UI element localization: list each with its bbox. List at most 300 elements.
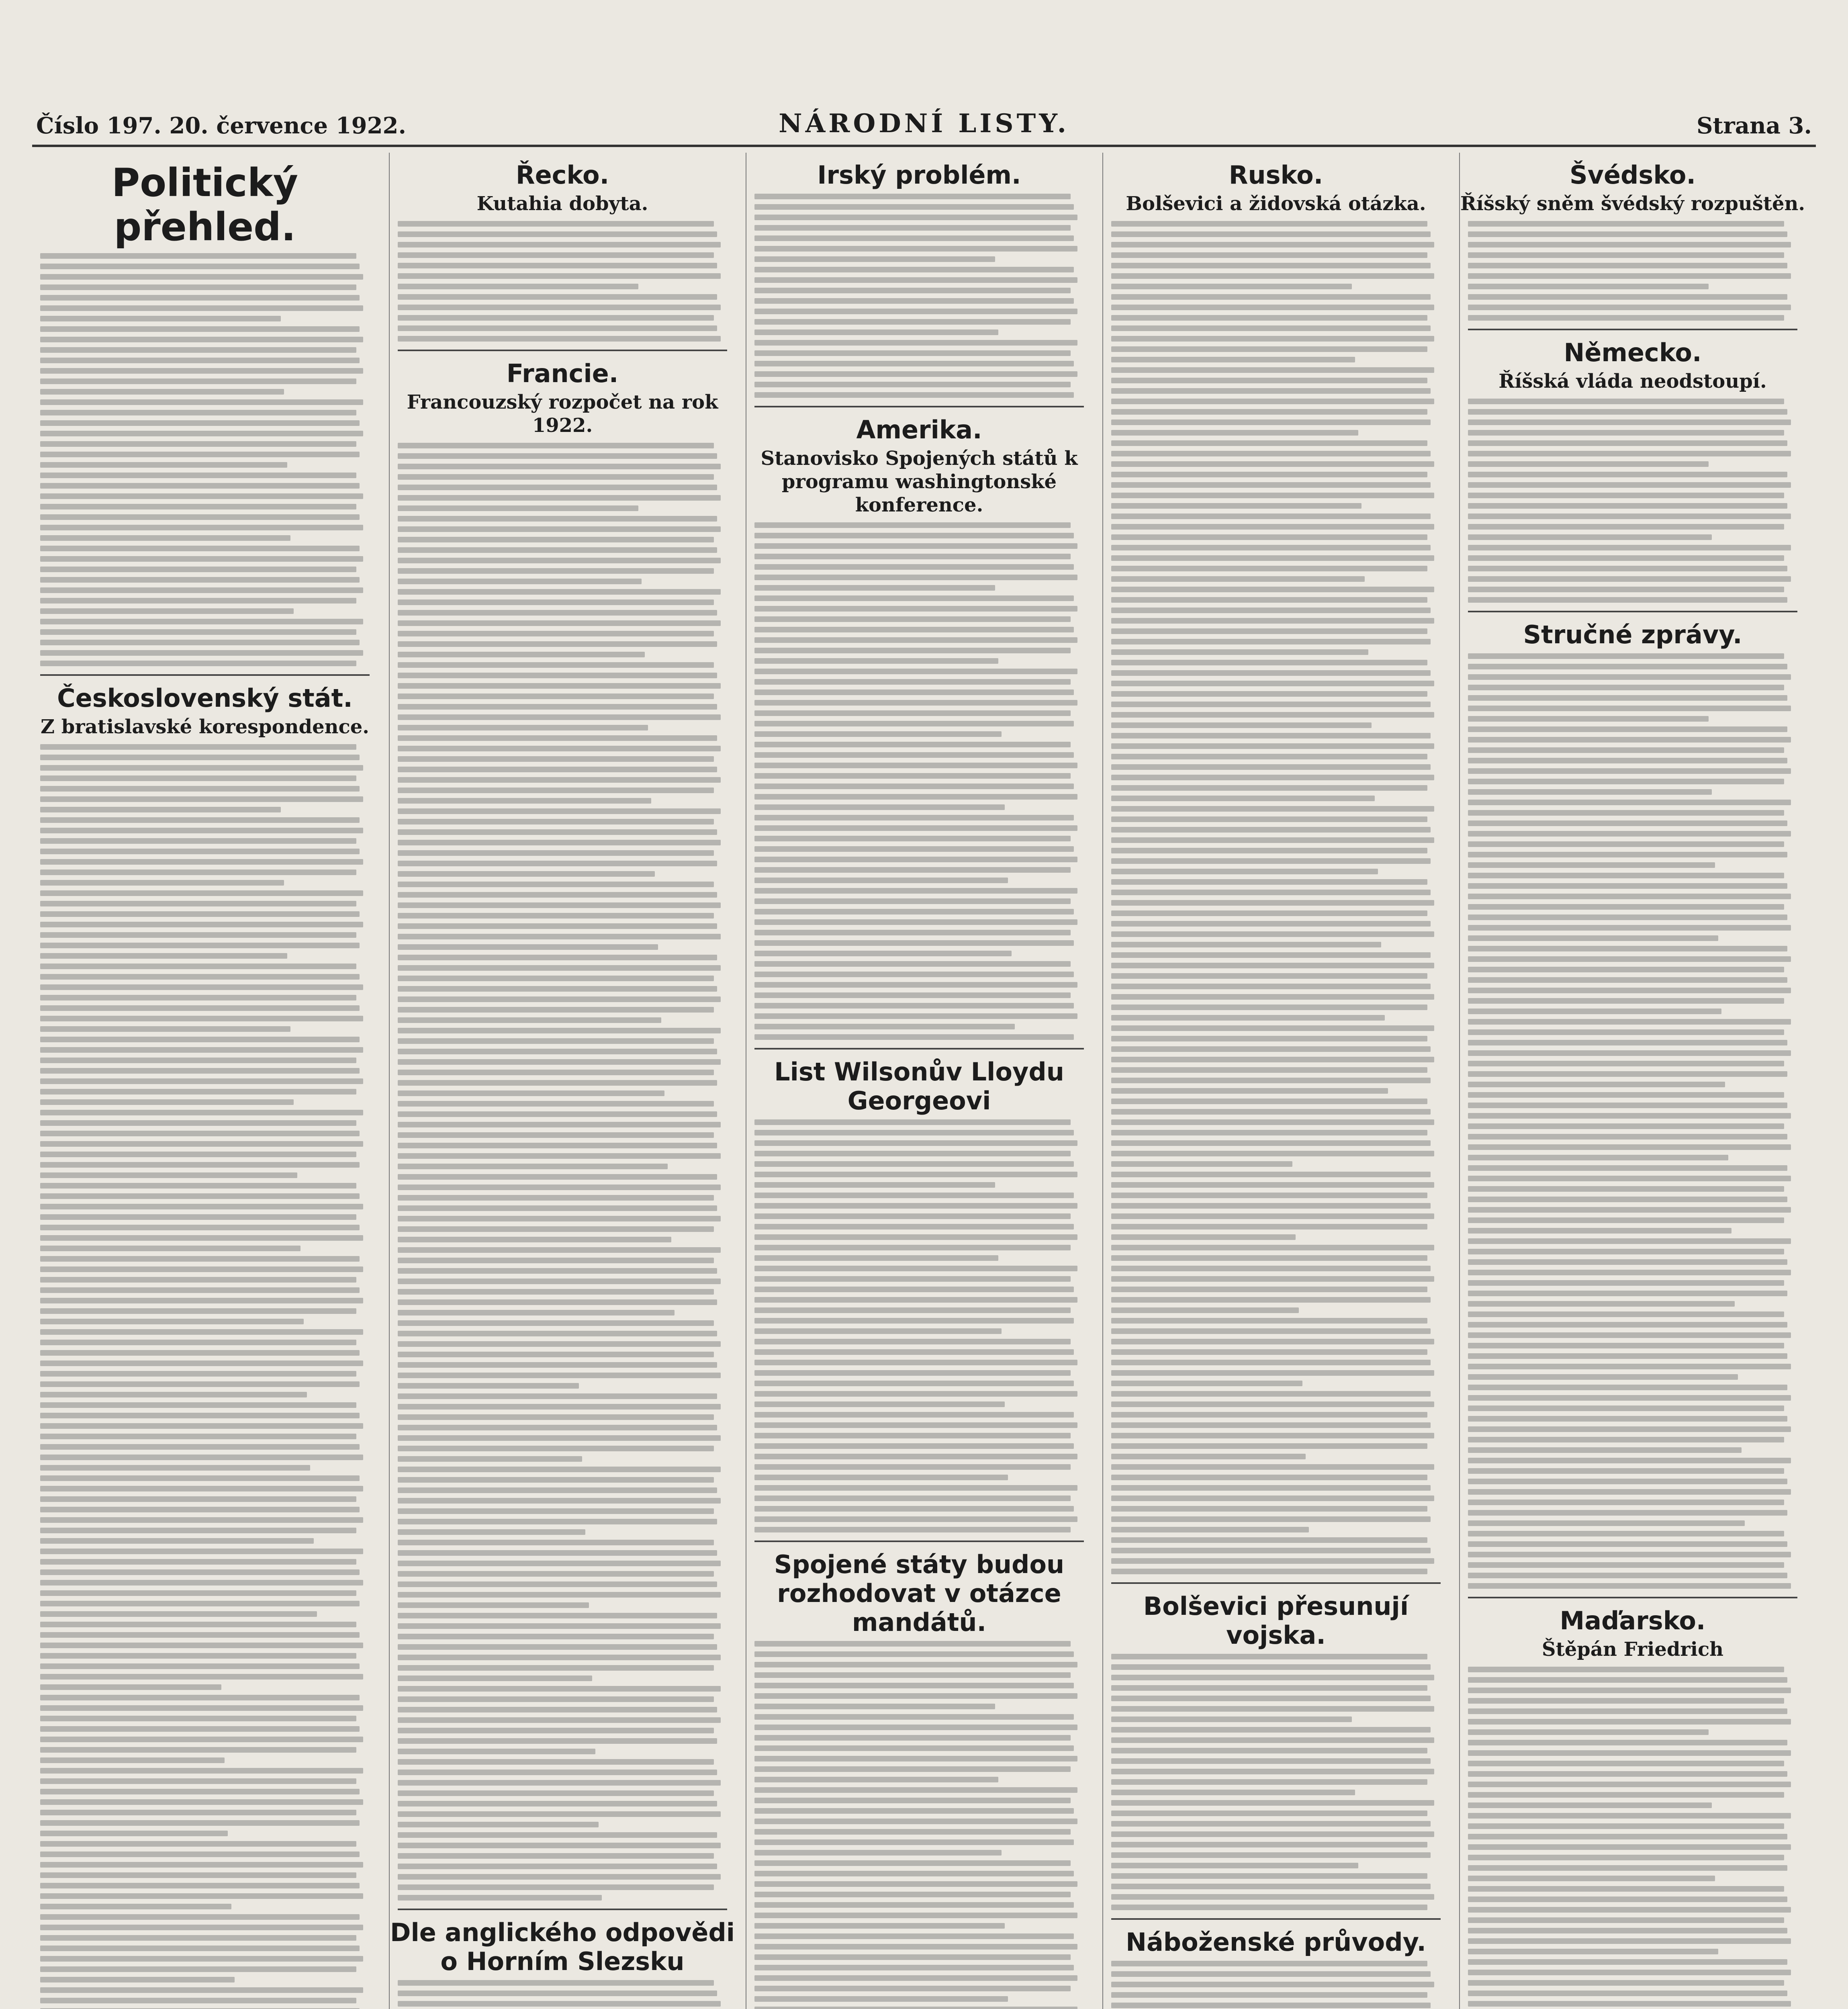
text-line [1468,852,1787,857]
text-line [398,516,717,522]
text-line [398,1895,602,1901]
text-line [754,888,1077,894]
text-line [398,1613,717,1618]
text-line [1111,1015,1385,1021]
text-line [754,1913,1077,1918]
text-line [1111,1779,1427,1785]
text-line [398,1153,721,1159]
text-line [1468,1458,1791,1463]
text-line [754,277,1077,283]
text-line [398,662,714,668]
text-line [1468,810,1784,816]
text-line [40,514,360,520]
text-line [1111,555,1434,561]
text-line [40,629,356,635]
text-line [1111,879,1427,885]
text-line [1111,618,1434,624]
text-line [1111,1716,1352,1722]
text-line [398,1477,714,1483]
article-body [1460,653,1805,1589]
text-line [754,648,1071,653]
text-line [1468,1040,1787,1045]
text-line [1111,1696,1431,1701]
text-line [40,1862,363,1868]
text-line [754,763,1077,768]
text-line [1111,242,1434,248]
section-divider [1468,611,1797,612]
text-line [1111,273,1434,279]
text-line [398,1623,721,1629]
section-subtitle: Štěpán Friedrich [1541,1638,1724,1661]
text-line [1111,1884,1431,1889]
text-line [1111,1360,1431,1365]
text-line [40,1183,356,1189]
text-line [1111,1811,1427,1816]
article-body [746,1119,1092,1532]
text-line [754,194,1071,199]
text-line [398,1205,717,1211]
text-line [754,1923,1005,1929]
article-body [746,1641,1092,2009]
text-line [398,231,717,237]
text-line [40,1580,363,1586]
text-line [754,982,1077,988]
text-line [1468,294,1787,300]
section-divider [1111,1582,1441,1584]
text-line [754,1704,995,1709]
text-line [1111,1234,1296,1240]
text-line [1468,1270,1791,1275]
text-line [1468,1865,1787,1871]
text-line [40,922,363,927]
text-line [40,1402,356,1408]
text-line [1111,1307,1299,1313]
text-line [1468,1123,1784,1129]
text-line [1111,514,1431,519]
text-line [398,1185,721,1190]
text-line [398,1258,714,1263]
text-line [398,284,638,289]
text-line [1111,1025,1434,1031]
text-line [40,1998,356,2003]
text-line [1111,1852,1431,1858]
text-line [1468,977,1787,983]
text-line [1111,1537,1427,1543]
text-line [1468,1991,1787,1996]
text-line [40,1392,307,1397]
text-line [1468,695,1787,701]
text-line [40,1549,363,1554]
text-line [1468,1928,1787,1933]
text-line [1468,242,1791,248]
text-line [1468,1405,1784,1411]
text-line [40,1528,356,1533]
text-line [1111,1245,1434,1250]
text-line [754,1140,1077,1146]
text-line [754,637,1077,643]
text-line [398,1331,717,1336]
text-line [398,1132,714,1138]
text-line [1468,2001,1791,2007]
text-line [40,1360,363,1366]
text-line [754,1255,998,1261]
article-body [390,443,735,1901]
text-line [1111,378,1427,383]
text-line [1468,935,1718,941]
text-line [40,608,294,614]
text-line [1468,263,1787,268]
text-line [1111,984,1431,989]
text-line [40,1016,363,1021]
text-line [398,1320,714,1326]
text-line [40,1872,356,1878]
text-line [1111,1422,1431,1428]
text-line [1468,1437,1784,1442]
text-line [40,598,356,604]
text-line [398,1644,717,1650]
text-line [40,1141,363,1147]
text-line [398,1247,721,1253]
text-line [1111,691,1427,697]
text-line [1468,461,1709,467]
text-line [398,1655,721,1660]
text-line [1468,1573,1787,1578]
text-line [398,1728,714,1733]
section-subtitle: Říšský sněm švédský rozpuštěn. [1460,192,1805,215]
text-line [398,1853,714,1859]
text-line [754,1745,1074,1751]
text-line [754,1683,1074,1688]
text-line [40,1507,360,1512]
text-line [40,556,363,562]
text-line [40,1831,228,1836]
text-line [754,1996,1008,2002]
text-line [398,1561,721,1566]
text-line [398,579,642,584]
text-line [1468,1009,1721,1014]
text-line [754,371,1077,377]
text-line [1468,252,1784,258]
text-line [40,525,363,530]
section-title: Spojené státy budou rozhodovat v otázce mandátů. [774,1550,1065,1637]
text-line [40,1455,363,1460]
text-line [754,992,1071,998]
text-line [398,871,655,877]
section-divider [754,1048,1084,1050]
section-subtitle: Říšská vláda neodstoupí. [1498,370,1767,393]
text-line [1111,1800,1434,1806]
text-line [40,1799,363,1805]
text-line [1468,587,1784,592]
text-line [1111,576,1365,582]
text-line [1111,1790,1355,1795]
text-line [1111,1821,1431,1827]
section-title: Náboženské průvody. [1126,1927,1426,1957]
text-line [1111,858,1431,864]
text-line [398,965,721,971]
text-line [40,1078,363,1084]
text-line [1111,1401,1434,1407]
text-line [1111,2003,1431,2008]
text-line [40,473,356,478]
text-line [40,1444,360,1450]
text-line [754,1850,1002,1856]
text-line [1111,743,1434,749]
text-line [40,953,287,959]
text-line [754,1328,1002,1334]
text-line [754,298,1074,304]
section-title: Francie. [506,359,619,388]
text-line [1111,1203,1431,1209]
text-line [40,1371,356,1377]
text-line [754,1881,1077,1887]
text-line [1111,1339,1434,1344]
text-line [1468,883,1787,889]
text-line [398,599,714,605]
text-line [754,940,1074,946]
text-line [1468,555,1784,561]
text-line [754,804,1005,810]
text-line [40,1590,356,1596]
text-line [40,974,360,980]
section-title: List Wilsonův Lloydu Georgeovi [774,1057,1064,1115]
text-line [1468,231,1787,237]
text-line [40,1893,363,1899]
text-line [398,1508,714,1514]
section-title: Stručné zprávy. [1523,620,1742,649]
text-line [40,1423,363,1429]
text-line [398,1696,714,1702]
text-line [40,1935,356,1941]
section-divider [1468,329,1797,330]
text-line [40,1225,360,1230]
text-line [40,859,363,865]
text-line [1111,346,1427,352]
text-line [1468,1113,1791,1119]
text-line [754,972,1074,977]
text-line [1111,524,1434,530]
text-line [1468,1374,1738,1380]
article-body [32,253,378,666]
text-line [1111,1255,1427,1261]
text-line [1468,894,1791,899]
text-line [398,902,721,908]
text-line [1111,628,1427,634]
text-line [1111,608,1431,613]
text-line [40,305,363,311]
text-line [1111,482,1431,488]
article-body [746,522,1092,1040]
text-line [1111,712,1434,718]
text-line [1111,722,1372,728]
section-subtitle: Francouzský rozpočet na rok 1922. [407,391,718,437]
text-line [754,319,1071,325]
text-line [1468,758,1787,763]
text-line [754,784,1074,789]
text-line [398,892,717,898]
text-line [754,1954,1071,1960]
text-line [754,1475,1008,1480]
text-line [1468,1144,1791,1150]
text-line [1468,664,1787,669]
section-title: Rusko. [1229,160,1323,190]
text-line [1468,716,1709,722]
text-line [1468,1970,1791,1975]
text-line [398,1884,714,1890]
text-line [1111,430,1358,436]
text-line [1468,493,1784,498]
column-4 [1102,153,1449,2009]
text-line [1111,775,1434,780]
text-line [40,1726,360,1732]
text-line [754,1422,1077,1428]
text-line [754,1182,995,1188]
text-line [754,1693,1077,1699]
text-line [1468,1311,1784,1317]
text-line [1468,1886,1784,1892]
text-line [1111,702,1431,707]
text-line [1468,1092,1784,1098]
text-line [1111,1381,1302,1386]
text-line [1111,1516,1431,1522]
text-line [754,689,1074,695]
text-line [40,1653,356,1659]
text-line [398,305,721,310]
text-line [40,337,363,342]
text-line [1111,681,1434,686]
text-line [1468,284,1709,289]
section-divider [1468,1597,1797,1598]
text-line [398,526,721,532]
text-line [40,786,360,792]
text-line [1111,451,1431,456]
text-line [40,1110,363,1115]
text-line [398,495,721,501]
text-line [40,1538,314,1544]
text-line [398,631,714,636]
text-line [1111,1099,1427,1104]
text-line [40,347,356,353]
text-line [1468,1761,1784,1766]
article-body [1103,221,1449,1574]
section-title: Švédsko. [1569,160,1696,190]
text-line [398,1101,714,1107]
text-line [754,204,1074,210]
text-line [1111,1130,1427,1135]
text-line [754,919,1077,925]
text-line [40,274,363,280]
text-line [398,1498,721,1504]
text-line [1111,1067,1427,1073]
text-line [1111,419,1431,425]
text-line [40,640,360,645]
text-line [1111,399,1434,404]
text-line [754,225,1071,231]
text-line [754,215,1077,220]
text-line [398,1749,595,1754]
text-line [754,1287,1074,1292]
text-line [1468,1844,1791,1850]
text-line [398,1352,714,1357]
text-line [1468,221,1784,227]
text-line [754,1245,1071,1250]
section-subtitle: Kutahia dobyta. [476,192,648,215]
text-line [1111,325,1431,331]
text-line [1468,1750,1791,1756]
text-line [754,1933,1074,1939]
text-line [40,1611,317,1617]
text-line [1111,869,1378,874]
section-title: Maďarsko. [1560,1606,1706,1635]
text-line [754,1224,1074,1230]
text-line [1111,1685,1427,1691]
text-line [398,996,721,1002]
text-line [754,329,998,335]
text-line [40,441,356,447]
text-line [754,1725,1077,1730]
text-line [40,1496,356,1502]
text-line [1468,1729,1709,1735]
text-line [398,1581,717,1587]
text-line [398,1770,717,1775]
text-line [1468,1510,1787,1516]
text-line [1468,1468,1784,1474]
text-line [1468,1280,1784,1286]
text-line [398,746,721,751]
text-line [754,1130,1074,1135]
text-line [754,878,1008,883]
text-line [40,1256,360,1262]
text-line [754,731,1002,737]
text-line [1468,1938,1791,1944]
text-line [1468,873,1784,878]
text-line [754,246,1077,252]
text-line [1468,534,1712,540]
text-line [1111,1276,1434,1282]
text-line [1468,789,1712,795]
text-line [1468,1823,1784,1829]
text-line [1111,1842,1427,1847]
text-line [1468,1771,1787,1777]
text-line [40,1778,356,1784]
text-line [1111,1213,1434,1219]
text-line [1111,294,1431,300]
text-line [1111,388,1431,394]
text-line [754,1527,1071,1532]
text-line [1111,284,1352,289]
text-line [1111,493,1434,498]
text-line [398,756,714,762]
article-body [1103,1654,1449,1910]
text-line [1468,514,1791,519]
text-line [1111,1119,1434,1125]
text-line [1111,1664,1431,1670]
text-line [398,1038,714,1044]
text-line [398,1487,717,1493]
text-line [1468,685,1784,690]
text-line [40,1193,360,1199]
text-line [398,955,717,960]
text-line [754,1339,1071,1344]
text-line [754,1443,1074,1449]
section-title: Amerika. [856,415,982,444]
text-line [1111,1506,1427,1512]
text-line [398,620,721,626]
column-3 [746,153,1092,2009]
text-line [754,1892,1071,1897]
text-line [1111,440,1427,446]
text-line [754,1871,1074,1876]
